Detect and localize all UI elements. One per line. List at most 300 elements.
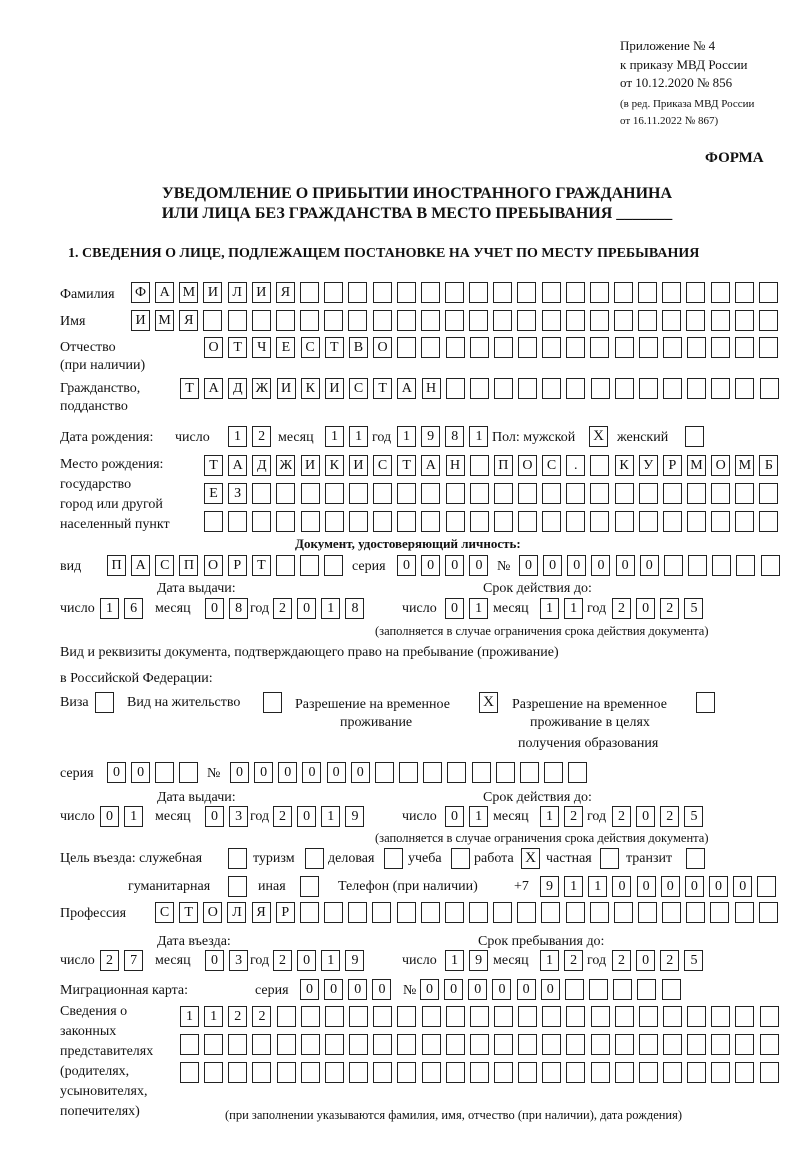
name-cell[interactable]: Я — [179, 310, 198, 331]
birthplace-cell[interactable] — [373, 511, 392, 532]
right-number-cell[interactable] — [520, 762, 539, 783]
mc-number-cell[interactable] — [662, 979, 681, 1000]
representative-cell[interactable] — [470, 1034, 489, 1055]
patronymic-cell[interactable]: О — [204, 337, 223, 358]
name-cell[interactable] — [590, 310, 609, 331]
mc-series-cell[interactable]: 0 — [324, 979, 343, 1000]
mc-series-cell[interactable]: 0 — [300, 979, 319, 1000]
patronymic-cell[interactable]: О — [373, 337, 392, 358]
profession-cell[interactable] — [662, 902, 681, 923]
birthplace-cell[interactable]: А — [228, 455, 247, 476]
phone-cell[interactable]: 0 — [612, 876, 631, 897]
representative-cell[interactable] — [373, 1034, 392, 1055]
doc-number-cell[interactable] — [712, 555, 731, 576]
profession-cell[interactable] — [517, 902, 536, 923]
patronymic-cell[interactable] — [735, 337, 754, 358]
stay-year-cell[interactable]: 2 — [660, 950, 679, 971]
stay-day-cell[interactable]: 1 — [445, 950, 464, 971]
doc_issue-day-cell[interactable]: 1 — [100, 598, 119, 619]
representative-cell[interactable] — [446, 1062, 465, 1083]
profession-cell[interactable] — [372, 902, 391, 923]
surname-cell[interactable] — [421, 282, 440, 303]
doc_valid-year-cell[interactable]: 0 — [636, 598, 655, 619]
representative-cell[interactable] — [325, 1062, 344, 1083]
representative-cell[interactable] — [639, 1034, 658, 1055]
mc-number-cell[interactable]: 0 — [468, 979, 487, 1000]
birthplace-cell[interactable]: Р — [663, 455, 682, 476]
male-checkbox[interactable]: X — [589, 426, 608, 447]
citizenship-cell[interactable] — [735, 378, 754, 399]
entry-day-cell[interactable]: 2 — [100, 950, 119, 971]
doc_valid-year-cell[interactable]: 5 — [684, 598, 703, 619]
citizenship-cell[interactable] — [446, 378, 465, 399]
business-checkbox[interactable] — [384, 848, 403, 869]
doc-kind-cell[interactable]: Р — [228, 555, 247, 576]
representative-cell[interactable] — [422, 1062, 441, 1083]
representative-cell[interactable] — [373, 1062, 392, 1083]
stay-month-cell[interactable]: 2 — [564, 950, 583, 971]
patronymic-cell[interactable] — [615, 337, 634, 358]
birthplace-cell[interactable]: Н — [446, 455, 465, 476]
representative-cell[interactable] — [277, 1006, 296, 1027]
mc-number-cell[interactable] — [613, 979, 632, 1000]
surname-cell[interactable]: М — [179, 282, 198, 303]
citizenship-cell[interactable]: Т — [373, 378, 392, 399]
patronymic-cell[interactable] — [446, 337, 465, 358]
representative-cell[interactable] — [422, 1006, 441, 1027]
name-cell[interactable] — [614, 310, 633, 331]
name-cell[interactable]: М — [155, 310, 174, 331]
birthplace-cell[interactable]: М — [687, 455, 706, 476]
right_issue-year-cell[interactable]: 0 — [297, 806, 316, 827]
right_issue-month-cell[interactable]: 3 — [229, 806, 248, 827]
birthplace-cell[interactable] — [470, 483, 489, 504]
representative-cell[interactable] — [397, 1062, 416, 1083]
surname-cell[interactable] — [517, 282, 536, 303]
citizenship-cell[interactable] — [494, 378, 513, 399]
representative-cell[interactable] — [518, 1006, 537, 1027]
profession-cell[interactable] — [759, 902, 778, 923]
representative-cell[interactable] — [542, 1062, 561, 1083]
citizenship-cell[interactable] — [470, 378, 489, 399]
surname-cell[interactable] — [638, 282, 657, 303]
birthplace-cell[interactable]: С — [542, 455, 561, 476]
birthplace-cell[interactable] — [735, 483, 754, 504]
birthplace-cell[interactable] — [735, 511, 754, 532]
representative-cell[interactable] — [470, 1006, 489, 1027]
representative-cell[interactable] — [591, 1062, 610, 1083]
surname-cell[interactable]: Ф — [131, 282, 150, 303]
profession-cell[interactable] — [590, 902, 609, 923]
mc-number-cell[interactable]: 0 — [492, 979, 511, 1000]
patronymic-cell[interactable]: Ч — [252, 337, 271, 358]
representative-cell[interactable] — [518, 1034, 537, 1055]
birthplace-cell[interactable] — [373, 483, 392, 504]
name-cell[interactable] — [252, 310, 271, 331]
doc_valid-month-cell[interactable]: 1 — [564, 598, 583, 619]
entry-year-cell[interactable]: 0 — [297, 950, 316, 971]
birthplace-cell[interactable]: Т — [204, 455, 223, 476]
mc-series-cell[interactable]: 0 — [348, 979, 367, 1000]
representative-cell[interactable] — [252, 1062, 271, 1083]
birthplace-cell[interactable] — [349, 511, 368, 532]
stay-year-cell[interactable]: 2 — [612, 950, 631, 971]
right-number-cell[interactable] — [447, 762, 466, 783]
profession-cell[interactable]: С — [155, 902, 174, 923]
phone-cell[interactable]: 0 — [709, 876, 728, 897]
citizenship-cell[interactable] — [518, 378, 537, 399]
doc-kind-cell[interactable]: Т — [252, 555, 271, 576]
patronymic-cell[interactable]: Т — [228, 337, 247, 358]
patronymic-cell[interactable] — [518, 337, 537, 358]
representative-cell[interactable] — [687, 1062, 706, 1083]
birthplace-cell[interactable]: Е — [204, 483, 223, 504]
doc-kind-cell[interactable] — [324, 555, 343, 576]
birthplace-cell[interactable] — [252, 483, 271, 504]
profession-cell[interactable] — [686, 902, 705, 923]
name-cell[interactable] — [445, 310, 464, 331]
doc-number-cell[interactable]: 0 — [616, 555, 635, 576]
birthplace-cell[interactable]: С — [373, 455, 392, 476]
entry-year-cell[interactable]: 2 — [273, 950, 292, 971]
representative-cell[interactable]: 1 — [204, 1006, 223, 1027]
patronymic-cell[interactable]: С — [301, 337, 320, 358]
citizenship-cell[interactable] — [711, 378, 730, 399]
birthplace-cell[interactable] — [759, 511, 778, 532]
representative-cell[interactable] — [325, 1006, 344, 1027]
surname-cell[interactable] — [735, 282, 754, 303]
birthplace-cell[interactable] — [590, 455, 609, 476]
name-cell[interactable] — [759, 310, 778, 331]
birthplace-cell[interactable]: З — [228, 483, 247, 504]
name-cell[interactable] — [735, 310, 754, 331]
name-cell[interactable] — [300, 310, 319, 331]
study-checkbox[interactable] — [451, 848, 470, 869]
representative-cell[interactable] — [687, 1006, 706, 1027]
surname-cell[interactable] — [662, 282, 681, 303]
right_issue-year-cell[interactable]: 1 — [321, 806, 340, 827]
doc-number-cell[interactable] — [688, 555, 707, 576]
doc_valid-year-cell[interactable]: 2 — [612, 598, 631, 619]
birthplace-cell[interactable] — [301, 511, 320, 532]
doc_issue-year-cell[interactable]: 2 — [273, 598, 292, 619]
mc-number-cell[interactable]: 0 — [517, 979, 536, 1000]
profession-cell[interactable]: О — [203, 902, 222, 923]
name-cell[interactable] — [276, 310, 295, 331]
surname-cell[interactable] — [348, 282, 367, 303]
birthplace-cell[interactable] — [566, 511, 585, 532]
entry-month-cell[interactable]: 0 — [205, 950, 224, 971]
profession-cell[interactable] — [445, 902, 464, 923]
representative-cell[interactable] — [711, 1062, 730, 1083]
right_valid-day-cell[interactable]: 1 — [469, 806, 488, 827]
name-cell[interactable] — [662, 310, 681, 331]
representative-cell[interactable] — [711, 1006, 730, 1027]
name-cell[interactable] — [566, 310, 585, 331]
patronymic-cell[interactable]: Е — [276, 337, 295, 358]
birthplace-cell[interactable]: Т — [397, 455, 416, 476]
citizenship-cell[interactable] — [615, 378, 634, 399]
representative-cell[interactable] — [349, 1006, 368, 1027]
tourism-checkbox[interactable] — [305, 848, 324, 869]
mc-number-cell[interactable]: 0 — [420, 979, 439, 1000]
birthplace-cell[interactable] — [421, 483, 440, 504]
right-number-cell[interactable]: 0 — [327, 762, 346, 783]
phone-cell[interactable]: 1 — [564, 876, 583, 897]
birthplace-cell[interactable] — [252, 511, 271, 532]
representative-cell[interactable]: 2 — [252, 1006, 271, 1027]
name-cell[interactable] — [711, 310, 730, 331]
name-cell[interactable] — [397, 310, 416, 331]
profession-cell[interactable] — [614, 902, 633, 923]
mc-number-cell[interactable]: 0 — [541, 979, 560, 1000]
profession-cell[interactable] — [541, 902, 560, 923]
patronymic-cell[interactable] — [639, 337, 658, 358]
birthplace-cell[interactable] — [542, 483, 561, 504]
right-number-cell[interactable]: 0 — [230, 762, 249, 783]
humanitarian-checkbox[interactable] — [228, 876, 247, 897]
right-number-cell[interactable] — [544, 762, 563, 783]
birthplace-cell[interactable] — [421, 511, 440, 532]
right-number-cell[interactable]: 0 — [351, 762, 370, 783]
right-number-cell[interactable] — [472, 762, 491, 783]
doc_issue-day-cell[interactable]: 6 — [124, 598, 143, 619]
representative-cell[interactable] — [760, 1034, 779, 1055]
right-number-cell[interactable] — [496, 762, 515, 783]
right-series-cell[interactable] — [179, 762, 198, 783]
citizenship-cell[interactable] — [663, 378, 682, 399]
right-number-cell[interactable] — [423, 762, 442, 783]
name-cell[interactable] — [203, 310, 222, 331]
surname-cell[interactable] — [614, 282, 633, 303]
representative-cell[interactable] — [301, 1062, 320, 1083]
birthplace-cell[interactable]: П — [494, 455, 513, 476]
birthplace-cell[interactable] — [204, 511, 223, 532]
representative-cell[interactable] — [735, 1062, 754, 1083]
doc-kind-cell[interactable]: П — [107, 555, 126, 576]
profession-cell[interactable] — [566, 902, 585, 923]
citizenship-cell[interactable]: Т — [180, 378, 199, 399]
citizenship-cell[interactable] — [760, 378, 779, 399]
profession-cell[interactable] — [397, 902, 416, 923]
name-cell[interactable] — [228, 310, 247, 331]
birthplace-cell[interactable] — [397, 511, 416, 532]
representative-cell[interactable] — [397, 1006, 416, 1027]
phone-cell[interactable]: 9 — [540, 876, 559, 897]
doc-series-cell[interactable]: 0 — [445, 555, 464, 576]
birth-day-cell[interactable]: 2 — [252, 426, 271, 447]
birthplace-cell[interactable] — [615, 511, 634, 532]
representative-cell[interactable] — [301, 1006, 320, 1027]
profession-cell[interactable] — [469, 902, 488, 923]
birthplace-cell[interactable]: И — [349, 455, 368, 476]
birth-month-cell[interactable]: 1 — [349, 426, 368, 447]
right_valid-year-cell[interactable]: 2 — [660, 806, 679, 827]
birthplace-cell[interactable]: И — [301, 455, 320, 476]
name-cell[interactable] — [517, 310, 536, 331]
citizenship-cell[interactable]: А — [204, 378, 223, 399]
birthplace-cell[interactable]: А — [421, 455, 440, 476]
representative-cell[interactable] — [494, 1034, 513, 1055]
doc-kind-cell[interactable]: О — [204, 555, 223, 576]
birthplace-cell[interactable] — [470, 511, 489, 532]
birth-year-cell[interactable]: 8 — [445, 426, 464, 447]
birthplace-cell[interactable] — [663, 511, 682, 532]
birthplace-cell[interactable]: К — [325, 455, 344, 476]
other-checkbox[interactable] — [300, 876, 319, 897]
name-cell[interactable] — [638, 310, 657, 331]
patronymic-cell[interactable] — [590, 337, 609, 358]
surname-cell[interactable]: Я — [276, 282, 295, 303]
doc-kind-cell[interactable]: А — [131, 555, 150, 576]
doc-series-cell[interactable]: 0 — [397, 555, 416, 576]
profession-cell[interactable]: Р — [276, 902, 295, 923]
surname-cell[interactable] — [759, 282, 778, 303]
birthplace-cell[interactable]: К — [615, 455, 634, 476]
representative-cell[interactable] — [494, 1006, 513, 1027]
entry-month-cell[interactable]: 3 — [229, 950, 248, 971]
birthplace-cell[interactable] — [639, 483, 658, 504]
right_issue-year-cell[interactable]: 2 — [273, 806, 292, 827]
name-cell[interactable]: И — [131, 310, 150, 331]
right_issue-month-cell[interactable]: 0 — [205, 806, 224, 827]
mc-number-cell[interactable] — [589, 979, 608, 1000]
doc-number-cell[interactable]: 0 — [640, 555, 659, 576]
representative-cell[interactable] — [542, 1034, 561, 1055]
entry-year-cell[interactable]: 1 — [321, 950, 340, 971]
citizenship-cell[interactable]: С — [349, 378, 368, 399]
representative-cell[interactable] — [422, 1034, 441, 1055]
profession-cell[interactable]: Я — [252, 902, 271, 923]
female-checkbox[interactable] — [685, 426, 704, 447]
birthplace-cell[interactable] — [590, 483, 609, 504]
surname-cell[interactable]: И — [203, 282, 222, 303]
doc-number-cell[interactable]: 0 — [567, 555, 586, 576]
doc-kind-cell[interactable]: П — [179, 555, 198, 576]
name-cell[interactable] — [493, 310, 512, 331]
right_valid-month-cell[interactable]: 1 — [540, 806, 559, 827]
citizenship-cell[interactable]: К — [301, 378, 320, 399]
stay-day-cell[interactable]: 9 — [469, 950, 488, 971]
representative-cell[interactable] — [615, 1034, 634, 1055]
right_valid-year-cell[interactable]: 0 — [636, 806, 655, 827]
right_valid-month-cell[interactable]: 2 — [564, 806, 583, 827]
right-number-cell[interactable]: 0 — [278, 762, 297, 783]
birthplace-cell[interactable] — [494, 483, 513, 504]
name-cell[interactable] — [469, 310, 488, 331]
patronymic-cell[interactable] — [687, 337, 706, 358]
patronymic-cell[interactable] — [470, 337, 489, 358]
stay-year-cell[interactable]: 0 — [636, 950, 655, 971]
representative-cell[interactable] — [325, 1034, 344, 1055]
doc-series-cell[interactable]: 0 — [421, 555, 440, 576]
birth-month-cell[interactable]: 1 — [325, 426, 344, 447]
birthplace-cell[interactable]: Б — [759, 455, 778, 476]
patronymic-cell[interactable] — [494, 337, 513, 358]
private-checkbox[interactable] — [600, 848, 619, 869]
birthplace-cell[interactable] — [446, 483, 465, 504]
representative-cell[interactable] — [711, 1034, 730, 1055]
birthplace-cell[interactable] — [687, 511, 706, 532]
representative-cell[interactable] — [373, 1006, 392, 1027]
doc_issue-month-cell[interactable]: 0 — [205, 598, 224, 619]
representative-cell[interactable] — [518, 1062, 537, 1083]
representative-cell[interactable] — [204, 1034, 223, 1055]
profession-cell[interactable]: Т — [179, 902, 198, 923]
citizenship-cell[interactable] — [591, 378, 610, 399]
representative-cell[interactable] — [566, 1062, 585, 1083]
representative-cell[interactable] — [735, 1034, 754, 1055]
birthplace-cell[interactable] — [349, 483, 368, 504]
trp-checkbox[interactable]: X — [479, 692, 498, 713]
surname-cell[interactable] — [711, 282, 730, 303]
representative-cell[interactable] — [735, 1006, 754, 1027]
right-series-cell[interactable]: 0 — [107, 762, 126, 783]
right_issue-day-cell[interactable]: 1 — [124, 806, 143, 827]
phone-cell[interactable]: 1 — [588, 876, 607, 897]
citizenship-cell[interactable]: И — [277, 378, 296, 399]
representative-cell[interactable] — [566, 1034, 585, 1055]
representative-cell[interactable] — [639, 1062, 658, 1083]
profession-cell[interactable] — [421, 902, 440, 923]
patronymic-cell[interactable] — [663, 337, 682, 358]
profession-cell[interactable] — [638, 902, 657, 923]
representative-cell[interactable] — [397, 1034, 416, 1055]
representative-cell[interactable] — [349, 1034, 368, 1055]
birth-day-cell[interactable]: 1 — [228, 426, 247, 447]
surname-cell[interactable] — [686, 282, 705, 303]
surname-cell[interactable] — [590, 282, 609, 303]
visa-checkbox[interactable] — [95, 692, 114, 713]
mc-number-cell[interactable] — [637, 979, 656, 1000]
service-checkbox[interactable] — [228, 848, 247, 869]
citizenship-cell[interactable]: Д — [228, 378, 247, 399]
birthplace-cell[interactable] — [518, 483, 537, 504]
name-cell[interactable] — [686, 310, 705, 331]
representative-cell[interactable] — [228, 1062, 247, 1083]
phone-cell[interactable]: 0 — [685, 876, 704, 897]
citizenship-cell[interactable] — [639, 378, 658, 399]
right_valid-year-cell[interactable]: 2 — [612, 806, 631, 827]
representative-cell[interactable] — [687, 1034, 706, 1055]
right_valid-day-cell[interactable]: 0 — [445, 806, 464, 827]
surname-cell[interactable] — [566, 282, 585, 303]
representative-cell[interactable] — [542, 1006, 561, 1027]
doc_issue-month-cell[interactable]: 8 — [229, 598, 248, 619]
representative-cell[interactable] — [277, 1062, 296, 1083]
doc-kind-cell[interactable]: С — [155, 555, 174, 576]
representative-cell[interactable] — [180, 1062, 199, 1083]
name-cell[interactable] — [348, 310, 367, 331]
representative-cell[interactable]: 1 — [180, 1006, 199, 1027]
patronymic-cell[interactable]: Т — [325, 337, 344, 358]
citizenship-cell[interactable]: Н — [422, 378, 441, 399]
representative-cell[interactable] — [591, 1034, 610, 1055]
profession-cell[interactable] — [348, 902, 367, 923]
representative-cell[interactable] — [760, 1006, 779, 1027]
representative-cell[interactable] — [566, 1006, 585, 1027]
right-number-cell[interactable] — [568, 762, 587, 783]
birthplace-cell[interactable] — [276, 483, 295, 504]
work-checkbox[interactable]: X — [521, 848, 540, 869]
citizenship-cell[interactable]: Ж — [252, 378, 271, 399]
right-number-cell[interactable] — [375, 762, 394, 783]
profession-cell[interactable] — [710, 902, 729, 923]
representative-cell[interactable] — [301, 1034, 320, 1055]
citizenship-cell[interactable] — [542, 378, 561, 399]
birthplace-cell[interactable] — [276, 511, 295, 532]
name-cell[interactable] — [324, 310, 343, 331]
